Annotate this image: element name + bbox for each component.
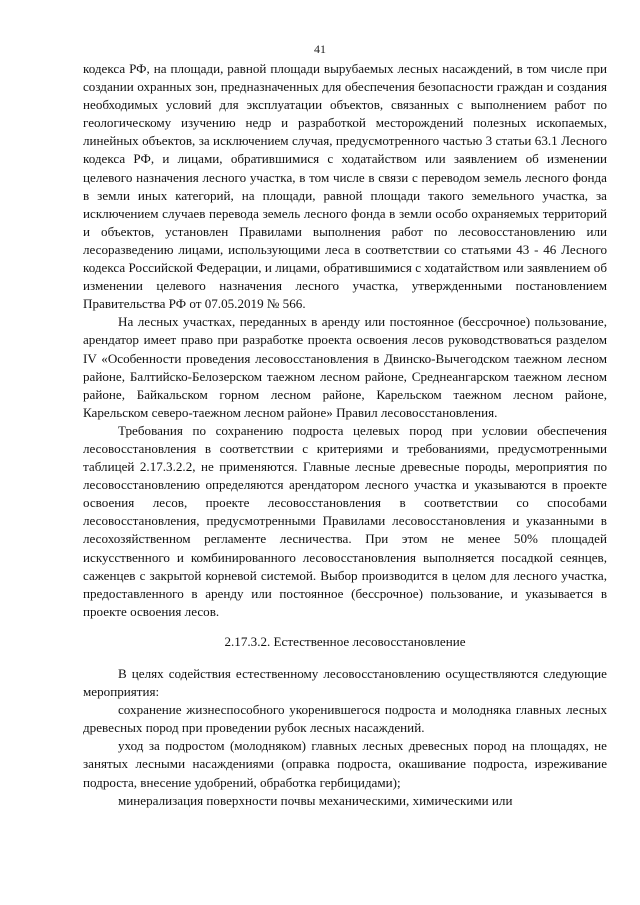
paragraph-lease-plots: На лесных участках, переданных в аренду или постоянное (бессрочное) пользование, арендатор имеет право при разработке проекта освоения лесов руководствоваться разделом IV «Особенности проведения лесовосстановления в Двинско-Вычегодском таежном лесном районе, Балтийско-Белозерском таежном лесном районе, Среднеангарском таежном лесном районе, Байкальском горном лесном районе, Карельском таежном лесном районе, Карельском северо-таежном лесном районе» Правил лесовосстановления. bbox=[83, 314, 607, 420]
list-item: сохранение жизнеспособного укоренившегося подроста и молодняка главных лесных древесных пород при проведении рубок лесных насаждений. bbox=[83, 702, 607, 736]
document-body bbox=[83, 60, 607, 810]
paragraph-undergrowth-requirements: Требования по сохранению подроста целевых пород при условии обеспечения лесовосстановления в соответствии с критериями и требованиями, предусмотренными таблицей 2.17.3.2.2, не применяются. Главные лесные древесные породы, мероприятия по лесовосстановлению определяются арендатором лесного участка и указываются в проекте освоения лесов, проекте лесовосстановления в соответствии со способами лесовосстановления, предусмотренными Правилами лесовосстановления и указанными в лесохозяйственном регламенте лесничества. При этом не менее 50% площадей искусственного и комбинированного лесовосстановления выполняется посадкой сеянцев, саженцев с закрытой корневой системой. Выбор производится в целом для лесного участка, предоставленного в аренду или постоянное (бессрочное) пользование, и указывается в проекте освоения лесов. bbox=[83, 422, 607, 619]
paragraph-continuation: кодекса РФ, на площади, равной площади вырубаемых лесных насаждений, в том числе при создании охранных зон, предназначенных для обеспечения безопасности граждан и создания необходимых условий для эксплуатации объектов, связанных с выполнением работ по геологическому изучению недр и разработкой месторождений полезных ископаемых, линейных объектов, за исключением случая, предусмотренного частью 3 статьи 63.1 Лесного кодекса РФ, и лицами, обратившимися с ходатайством или заявлением об изменении целевого назначения лесного участка, в том числе в связи с переводом земель лесного фонда в земли иных категорий, на площади, равной площади такого земельного участка, за исключением случаев перевода земель лесного фонда в земли особо охраняемых территорий и объектов, установлен Правилами выполнения работ по лесовосстановлению или лесоразведению лицами, использующими леса в соответствии со статьями 43 - 46 Лесного кодекса Российской Федерации, и лицами, обратившимися с ходатайством или заявлением об изменении целевого назначения лесного участка, утвержденными постановлением Правительства РФ от 07.05.2019 № 566. bbox=[83, 61, 607, 312]
list-item: уход за подростом (молодняком) главных лесных древесных пород на площадях, не занятых лесными насаждениями (оправка подроста, окашивание подроста, изреживание подроста, внесение удобрений, обработка гербицидами); bbox=[83, 738, 607, 790]
page-number: 41 bbox=[314, 42, 326, 56]
list-item: минерализация поверхности почвы механическими, химическими или bbox=[118, 792, 513, 808]
section-heading: 2.17.3.2. Естественное лесовосстановление bbox=[224, 633, 466, 649]
section-intro: В целях содействия естественному лесовосстановлению осуществляются следующие мероприятия: bbox=[83, 666, 607, 700]
